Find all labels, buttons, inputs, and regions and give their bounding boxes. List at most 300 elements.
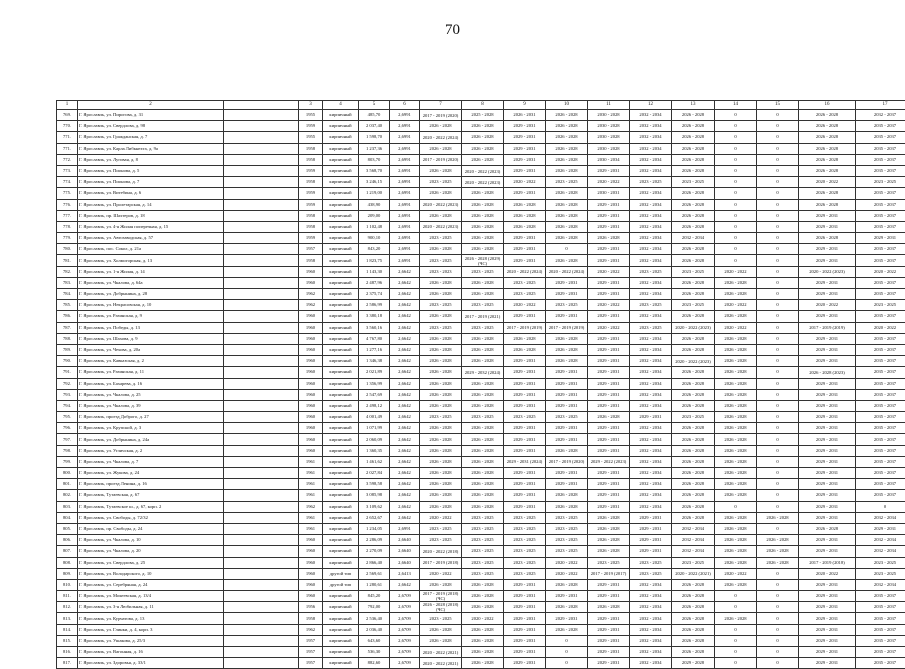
table-cell: 2,6991	[390, 523, 420, 534]
row-number-cell: 778.	[57, 221, 78, 232]
table-cell: 2029 - 2031	[588, 277, 630, 288]
column-number: 13	[672, 101, 715, 110]
column-number-blank	[224, 101, 299, 110]
address-cell: Г. Ярославль, ул. Угличская, д. 2	[78, 445, 224, 456]
table-cell	[224, 389, 299, 400]
table-cell: кирпичный	[323, 389, 359, 400]
table-cell	[224, 512, 299, 523]
row-number-cell: 794.	[57, 400, 78, 411]
page-number: 70	[0, 22, 905, 38]
table-cell: 2026 - 2028	[420, 635, 462, 646]
table-cell: 2026 - 2028	[462, 210, 504, 221]
table-row	[57, 434, 905, 445]
table-cell: 2026 - 2028	[672, 132, 715, 143]
table-row	[57, 311, 905, 322]
table-cell: 2 286,09	[359, 535, 390, 546]
table-cell	[224, 400, 299, 411]
table-cell: 2032 - 2034	[630, 121, 672, 132]
row-number-cell: 803.	[57, 501, 78, 512]
table-cell: 2,6642	[390, 367, 420, 378]
document-table-container	[56, 100, 894, 669]
table-cell: 2029 - 2031	[588, 445, 630, 456]
table-cell: 0	[757, 602, 799, 613]
table-cell: 0	[715, 602, 757, 613]
table-cell: 0	[715, 635, 757, 646]
table-cell: 2020 - 2022 (2023)	[420, 199, 462, 210]
table-cell: 2029 - 2031	[588, 647, 630, 658]
address-cell: Г. Ярославль, ул. Чехова, д. 20а	[78, 344, 224, 355]
table-cell: 2029 - 2031	[588, 311, 630, 322]
table-cell: 2,6642	[390, 322, 420, 333]
table-row	[57, 233, 905, 244]
address-cell: Г. Ярославль, ул. Серебряная, д. 24	[78, 579, 224, 590]
table-cell: 2023 - 2025	[420, 322, 462, 333]
table-cell: 2020 - 2022	[799, 568, 856, 579]
address-cell: Г. Ярославль, Тутаевская, д. 67	[78, 490, 224, 501]
column-number: 17	[856, 101, 905, 110]
table-cell: 2029 - 2031	[588, 244, 630, 255]
row-number-cell: 798.	[57, 445, 78, 456]
table-row	[57, 389, 905, 400]
table-cell: кирпичный	[323, 233, 359, 244]
table-cell: 2026 - 2031	[504, 110, 546, 121]
table-cell: 2029 - 2031	[588, 333, 630, 344]
table-cell: 0	[757, 624, 799, 635]
address-cell: Г. Ярославль, ул. Чкалова, д. 39	[78, 400, 224, 411]
table-cell: 2035 - 2037	[856, 613, 905, 624]
table-cell: 2029 - 2031	[546, 434, 588, 445]
row-number-cell: 813.	[57, 613, 78, 624]
table-cell: 2026 - 2028	[546, 165, 588, 176]
table-cell: 2026 - 2028	[504, 221, 546, 232]
table-cell: 2,6991	[390, 132, 420, 143]
table-cell: кирпичный	[323, 647, 359, 658]
table-cell: 2032 - 2034	[630, 311, 672, 322]
table-cell: 1958	[299, 221, 323, 232]
table-cell: 2026 - 2028	[462, 233, 504, 244]
table-cell: кирпичный	[323, 512, 359, 523]
address-cell: Г. Ярославль, ул. Гражданская, д. 7	[78, 132, 224, 143]
table-cell: 2023 - 2025	[630, 557, 672, 568]
table-cell: 2,6642	[390, 490, 420, 501]
table-cell: 2035 - 2037	[856, 154, 905, 165]
table-cell: кирпичный	[323, 613, 359, 624]
table-cell: 2035 - 2037	[856, 378, 905, 389]
table-cell: 2032 - 2034	[630, 344, 672, 355]
table-cell: 2,6991	[390, 188, 420, 199]
table-cell: 803,70	[359, 154, 390, 165]
table-cell: другой тип	[323, 579, 359, 590]
table-cell: 2023 - 2025	[504, 412, 546, 423]
table-cell: 2,6642	[390, 512, 420, 523]
table-cell: 2017 - 2019 (2021)	[462, 311, 504, 322]
table-cell: 2026 - 2028	[715, 400, 757, 411]
table-cell: 2029 - 2031	[856, 523, 905, 534]
table-cell: 2026 - 2028	[420, 344, 462, 355]
column-number: 1	[57, 101, 78, 110]
table-cell: 2026 - 2028	[420, 121, 462, 132]
row-number-cell: 771.	[57, 143, 78, 154]
table-cell: 2035 - 2037	[856, 188, 905, 199]
table-cell: 1960	[299, 389, 323, 400]
table-cell	[224, 221, 299, 232]
table-cell: 2026 - 2028	[462, 143, 504, 154]
table-cell: 2029 - 2031	[588, 400, 630, 411]
address-cell: Г. Ярославль, ул. Чкалова, д. 10	[78, 535, 224, 546]
table-cell: 2026 - 2028	[462, 400, 504, 411]
table-cell: 2032 - 2034	[630, 367, 672, 378]
table-cell: 2,6640	[390, 546, 420, 557]
table-cell: 2032 - 2034	[630, 221, 672, 232]
table-cell: 2023 - 2025	[420, 523, 462, 534]
table-cell: 2023 - 2025	[546, 546, 588, 557]
table-cell: 0	[715, 624, 757, 635]
table-cell: 2032 - 2034	[630, 579, 672, 590]
table-cell: 1962	[299, 624, 323, 635]
table-cell: 0	[757, 177, 799, 188]
table-row	[57, 456, 905, 467]
table-cell: 2026 - 2028	[757, 535, 799, 546]
table-cell	[224, 255, 299, 266]
row-number-cell: 787.	[57, 322, 78, 333]
table-cell: 2026 - 2028	[672, 110, 715, 121]
table-row	[57, 244, 905, 255]
address-cell: Г. Ярославль, проезд Доброго, д. 27	[78, 412, 224, 423]
table-cell: 2017 - 2019 (2018)	[420, 557, 462, 568]
table-cell: 2032 - 2034	[672, 233, 715, 244]
table-cell: 2029 - 2031	[504, 400, 546, 411]
table-cell: 2029 - 2031	[546, 468, 588, 479]
table-cell: 2023 - 2025	[504, 557, 546, 568]
table-cell: 2026 - 2028	[672, 121, 715, 132]
table-cell: 2023 - 2025	[546, 300, 588, 311]
table-cell: 2,6709	[390, 602, 420, 613]
table-cell: 2026 - 2028	[672, 445, 715, 456]
table-cell: кирпичный	[323, 546, 359, 557]
address-cell: Г. Ярославль, ул. Свободы, д. 72/32	[78, 512, 224, 523]
table-cell: 2026 - 2028	[588, 546, 630, 557]
table-cell: 2026 - 2028	[546, 199, 588, 210]
table-cell: 2026 - 2028	[546, 188, 588, 199]
table-cell: 2023 - 2025	[546, 512, 588, 523]
table-cell: 2026 - 2028	[462, 199, 504, 210]
table-cell: кирпичный	[323, 501, 359, 512]
table-cell: 3 109,62	[359, 501, 390, 512]
table-cell: 2035 - 2037	[856, 389, 905, 400]
table-cell: 2023 - 2025	[462, 535, 504, 546]
table-cell: 2,6991	[390, 110, 420, 121]
table-cell: 0	[757, 400, 799, 411]
table-cell: 1960	[299, 557, 323, 568]
table-cell: 2026 - 2028	[546, 210, 588, 221]
address-cell: Г. Ярославль, пр. Свободы, д. 24	[78, 523, 224, 534]
table-cell: 2026 - 2028	[462, 635, 504, 646]
table-cell: 2026 - 2028	[715, 613, 757, 624]
table-cell: 2,6642	[390, 389, 420, 400]
table-row	[57, 378, 905, 389]
table-cell: 2,6642	[390, 468, 420, 479]
table-cell	[224, 412, 299, 423]
table-cell: кирпичный	[323, 456, 359, 467]
table-cell: 1 823,75	[359, 255, 390, 266]
table-cell: 2029 - 2031	[588, 423, 630, 434]
table-cell: 0	[757, 647, 799, 658]
table-cell: 0	[715, 591, 757, 602]
table-row	[57, 568, 905, 579]
table-cell: 2023 - 2025	[504, 289, 546, 300]
table-cell: 438,90	[359, 199, 390, 210]
address-cell: Г. Ярославль, ул. Курчатова, д. 13	[78, 613, 224, 624]
table-cell: 2026 - 2028	[672, 613, 715, 624]
table-cell: 4 001,49	[359, 412, 390, 423]
table-cell: 2020 - 2022	[546, 568, 588, 579]
table-cell: 2023 - 2025	[546, 535, 588, 546]
table-cell: 2020 - 2022 (2024)	[504, 266, 546, 277]
table-cell: 2,6991	[390, 199, 420, 210]
table-cell: 2029 - 2031	[630, 535, 672, 546]
table-cell: 2026 - 2028	[588, 512, 630, 523]
table-cell: 2026 - 2028	[672, 255, 715, 266]
table-cell: 2026 - 2028	[420, 434, 462, 445]
table-cell: 2026 - 2028	[420, 445, 462, 456]
table-cell: 2026 - 2028	[672, 199, 715, 210]
table-cell: 2032 - 2034	[630, 647, 672, 658]
table-cell: 1960	[299, 367, 323, 378]
table-cell: кирпичный	[323, 468, 359, 479]
table-cell: 2,6642	[390, 277, 420, 288]
address-cell: Г. Ярославль, ул. Свердлова, д. 98	[78, 121, 224, 132]
table-cell: 0	[757, 579, 799, 590]
table-cell: кирпичный	[323, 400, 359, 411]
table-cell: 2029 - 2031	[546, 613, 588, 624]
table-cell	[224, 468, 299, 479]
table-cell: 0	[757, 333, 799, 344]
table-cell: 2030 - 2028	[588, 121, 630, 132]
table-cell: 2,6642	[390, 311, 420, 322]
table-cell: 2026 - 2028	[799, 233, 856, 244]
table-cell: 2026 - 2028	[420, 490, 462, 501]
address-cell: Г. Ярославль, ул. Разинская, д. 9	[78, 311, 224, 322]
table-cell: 0	[757, 356, 799, 367]
table-row	[57, 132, 905, 143]
table-cell: 0	[715, 165, 757, 176]
table-cell: 845,20	[359, 591, 390, 602]
table-cell: 2029 - 2031	[588, 289, 630, 300]
table-cell: 2023 - 2025	[420, 177, 462, 188]
table-cell: 2029 - 2031	[504, 579, 546, 590]
repair-schedule-table	[56, 100, 905, 669]
table-cell: 2026 - 2028	[420, 389, 462, 400]
row-number-cell: 817.	[57, 658, 78, 669]
table-cell: 2,6709	[390, 635, 420, 646]
address-cell: Г. Ярославль, ул. Вагонная, д. 16	[78, 647, 224, 658]
table-cell: 2029 - 2031	[588, 479, 630, 490]
table-cell: 2029 - 2031	[799, 289, 856, 300]
table-cell: 2026 - 2028	[799, 523, 856, 534]
table-cell: 2035 - 2037	[856, 468, 905, 479]
table-cell: 2029 - 2031	[504, 165, 546, 176]
table-cell: 2023 - 2025	[462, 523, 504, 534]
table-cell: 2026 - 2028	[462, 456, 504, 467]
table-cell: 2026 - 2028	[715, 389, 757, 400]
table-cell: 2029 - 2031	[799, 445, 856, 456]
table-cell: 2026 - 2028	[672, 602, 715, 613]
table-cell: 2020 - 2022 (2023)	[462, 177, 504, 188]
table-cell: 2026 - 2028	[420, 456, 462, 467]
address-cell: Г. Ярославль, ул. Чкалова, д. 20	[78, 546, 224, 557]
table-cell: 2026 - 2028	[588, 523, 630, 534]
table-cell: 2,6709	[390, 647, 420, 658]
table-cell: 2026 - 2028	[715, 490, 757, 501]
table-cell: 2023 - 2025	[462, 568, 504, 579]
column-number-row	[57, 101, 905, 110]
table-cell: 2032 - 2034	[856, 546, 905, 557]
row-number-cell: 784.	[57, 289, 78, 300]
table-cell: 2029 - 2031	[504, 445, 546, 456]
table-cell: 2026 - 2028	[504, 333, 546, 344]
table-cell	[224, 635, 299, 646]
address-cell: Г. Ярославль, ул. Добрынина, д. 28	[78, 289, 224, 300]
table-cell	[224, 557, 299, 568]
table-cell: 2020 - 2022 (2023)	[420, 221, 462, 232]
table-cell: 2023 - 2025	[856, 300, 905, 311]
row-number-cell: 799.	[57, 456, 78, 467]
table-cell: 2,6642	[390, 333, 420, 344]
table-cell: 2035 - 2037	[856, 635, 905, 646]
address-cell: Г. Ярославль, ул. 3-я Любильная, д. 11	[78, 602, 224, 613]
table-cell: 2035 - 2037	[856, 367, 905, 378]
table-cell: 2029 - 2031	[588, 658, 630, 669]
table-cell: 0	[715, 221, 757, 232]
table-cell: 2026 - 2028	[504, 199, 546, 210]
table-cell: 643,60	[359, 635, 390, 646]
row-number-cell: 779.	[57, 233, 78, 244]
table-cell	[224, 579, 299, 590]
table-cell: 2023 - 2025	[504, 523, 546, 534]
table-cell: 2029 - 2031	[504, 367, 546, 378]
table-cell: 2 487,96	[359, 277, 390, 288]
column-number: 12	[630, 101, 672, 110]
table-cell: 2026 - 2028	[546, 579, 588, 590]
table-cell: 2029 - 2031	[630, 523, 672, 534]
table-cell: 2026 - 2028	[672, 579, 715, 590]
table-row	[57, 658, 905, 669]
table-cell: 2029 - 2031	[799, 535, 856, 546]
table-cell: 2023 - 2025	[856, 557, 905, 568]
table-cell: 2,6991	[390, 165, 420, 176]
table-cell	[224, 535, 299, 546]
table-cell: кирпичный	[323, 177, 359, 188]
table-cell: 2032 - 2034	[856, 535, 905, 546]
table-cell: кирпичный	[323, 344, 359, 355]
table-cell: 2,6642	[390, 423, 420, 434]
table-cell: 2026 - 2028	[462, 277, 504, 288]
table-cell: 1961	[299, 456, 323, 467]
row-number-cell: 777.	[57, 210, 78, 221]
table-cell: 2026 - 2028	[546, 132, 588, 143]
table-cell	[224, 445, 299, 456]
table-cell: 0	[757, 344, 799, 355]
table-cell: 2023 - 2025	[420, 255, 462, 266]
table-cell: кирпичный	[323, 535, 359, 546]
table-cell	[224, 479, 299, 490]
table-cell: 0	[757, 121, 799, 132]
table-cell: 2032 - 2034	[630, 468, 672, 479]
table-cell: 2032 - 2034	[630, 199, 672, 210]
table-cell: 2029 - 2031	[799, 333, 856, 344]
table-cell: 0	[715, 501, 757, 512]
table-cell: 0	[757, 658, 799, 669]
table-cell: 1962	[299, 501, 323, 512]
table-cell: 2029 - 2031	[588, 501, 630, 512]
table-cell: 0	[757, 132, 799, 143]
table-cell: 0	[546, 635, 588, 646]
table-cell: 2026 - 2028	[672, 423, 715, 434]
table-cell: 2032 - 2034	[630, 456, 672, 467]
table-cell: 1955	[299, 132, 323, 143]
table-cell: 2035 - 2037	[856, 143, 905, 154]
table-cell: 2029 - 2031	[588, 367, 630, 378]
table-cell: кирпичный	[323, 356, 359, 367]
table-cell: 0	[757, 255, 799, 266]
table-cell: 0	[546, 658, 588, 669]
table-cell	[224, 490, 299, 501]
table-cell: 2023 - 2025	[420, 613, 462, 624]
table-cell: 2026 - 2028	[420, 311, 462, 322]
table-cell: кирпичный	[323, 635, 359, 646]
table-cell: 2023 - 2025	[462, 412, 504, 423]
table-cell: 2,6413	[390, 568, 420, 579]
table-cell: 2023 - 2025	[672, 412, 715, 423]
table-cell: 2029 - 2031	[799, 344, 856, 355]
table-cell: 1961	[299, 468, 323, 479]
table-cell	[224, 602, 299, 613]
table-cell: 2029 - 2031	[504, 658, 546, 669]
table-cell: 2026 - 2028	[715, 434, 757, 445]
table-cell: 2029 - 2031	[630, 512, 672, 523]
table-cell: 0	[757, 300, 799, 311]
table-cell: 2026 - 2028	[462, 289, 504, 300]
table-cell: 2,6642	[390, 344, 420, 355]
table-cell: 2,6642	[390, 356, 420, 367]
table-cell: 2029 - 2031	[588, 165, 630, 176]
table-cell: 2029 - 2031	[588, 221, 630, 232]
table-cell: 1960	[299, 579, 323, 590]
table-cell: 2026 - 2028	[420, 479, 462, 490]
table-cell: 1960	[299, 266, 323, 277]
table-cell: 2026 - 2028	[672, 143, 715, 154]
table-cell: 2017 - 2019 (2019)	[799, 322, 856, 333]
table-cell: 2020 - 2022	[715, 300, 757, 311]
column-number: 6	[390, 101, 420, 110]
row-number-cell: 810.	[57, 579, 78, 590]
table-cell: 2026 - 2028	[715, 546, 757, 557]
table-cell: 2026 - 2028	[672, 456, 715, 467]
address-cell: Г. Ярославль, ул. Пирогова, д. 31	[78, 110, 224, 121]
address-cell: Г. Ярославль, ул. Свердлова, д. 25	[78, 557, 224, 568]
table-cell: 1956	[299, 602, 323, 613]
table-cell: кирпичный	[323, 221, 359, 232]
table-cell: 2020 - 2022	[588, 300, 630, 311]
table-cell	[224, 523, 299, 534]
table-row	[57, 635, 905, 646]
table-cell: 2026 - 2028	[715, 423, 757, 434]
table-cell: 2035 - 2037	[856, 658, 905, 669]
table-cell: 2023 - 2025	[546, 412, 588, 423]
table-cell: 1962	[299, 300, 323, 311]
table-cell: 0	[757, 423, 799, 434]
table-cell: 2029 - 2031	[799, 423, 856, 434]
